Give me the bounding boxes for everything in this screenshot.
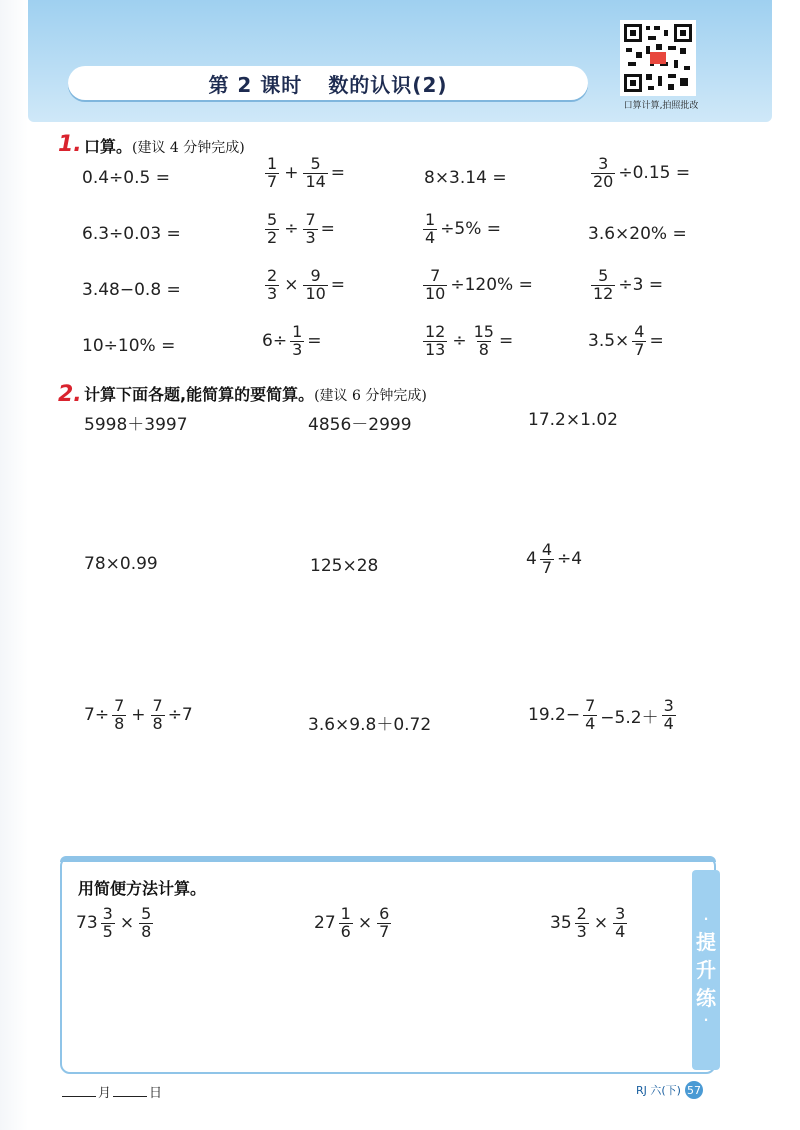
calc-item: 125×28	[310, 556, 379, 576]
qr-code-icon[interactable]	[620, 20, 696, 96]
question-2-hint: (建议 6 分钟完成)	[314, 388, 427, 404]
question-2-label: 计算下面各题,能简算的要简算。	[84, 385, 315, 404]
lesson-number: 第 2 课时	[208, 72, 303, 97]
question-1-hint: (建议 4 分钟完成)	[132, 140, 245, 156]
calc-item: 78×0.99	[84, 554, 158, 574]
page-number: 57	[685, 1081, 703, 1099]
lesson-title-bar	[68, 66, 588, 100]
page-info	[636, 1081, 703, 1099]
question-2-title	[84, 382, 427, 405]
oral-calc-item: 3.6×20% =	[588, 224, 687, 244]
oral-calc-item: 6.3÷0.03 =	[82, 224, 181, 244]
calc-item: 3.6×9.8＋0.72	[308, 715, 432, 735]
calc-item: 17.2×1.02	[528, 410, 618, 430]
oral-calc-item: 0.4÷0.5 =	[82, 168, 170, 188]
oral-calc-item: $\frac{1}{4}$ ÷5% =	[425, 210, 502, 247]
practice-side-tab: · 提 升 练 ·	[692, 870, 720, 1070]
lesson-title: 数的认识(2)	[328, 72, 448, 97]
question-1-label: 口算。	[84, 137, 133, 156]
oral-calc-item: 6÷ $\frac{1}{3}$ =	[262, 322, 322, 359]
practice-item: 27 $\frac{1}{6}$ × $\frac{6}{7}$	[314, 904, 390, 941]
oral-calc-item: $\frac{1}{7}$ + $\frac{5}{14}$ =	[267, 154, 346, 191]
practice-box-top-border	[60, 856, 716, 862]
oral-calc-item: $\frac{5}{2}$ ÷ $\frac{7}{3}$ =	[267, 210, 335, 247]
calc-item: 4 $\frac{4}{7}$ ÷4	[526, 540, 583, 577]
question-1-number: 1.	[58, 132, 82, 157]
calc-item: 19.2− $\frac{7}{4}$ −5.2＋ $\frac{3}{4}$	[528, 696, 674, 733]
oral-calc-item: $\frac{5}{12}$ ÷3 =	[593, 266, 664, 303]
calc-item: 7÷ $\frac{7}{8}$ + $\frac{7}{8}$ ÷7	[84, 696, 193, 733]
practice-item: 73 $\frac{3}{5}$ × $\frac{5}{8}$	[76, 904, 152, 941]
oral-calc-item: $\frac{2}{3}$ × $\frac{9}{10}$ =	[267, 266, 346, 303]
practice-item: 35 $\frac{2}{3}$ × $\frac{3}{4}$	[550, 904, 626, 941]
qr-caption: 口算计算,拍照批改	[623, 101, 699, 111]
oral-calc-item: 3.48−0.8 =	[82, 280, 181, 300]
oral-calc-item: 8×3.14 =	[424, 168, 507, 188]
practice-title: 用简便方法计算。	[78, 879, 207, 898]
oral-calc-item: $\frac{7}{10}$ ÷120% =	[425, 266, 533, 303]
calc-item: 5998＋3997	[84, 415, 188, 435]
oral-calc-item: 10÷10% =	[82, 336, 176, 356]
oral-calc-item: $\frac{3}{20}$ ÷0.15 =	[593, 154, 691, 191]
book-label: RJ 六(下)	[636, 1084, 681, 1097]
question-1-title	[84, 134, 245, 157]
question-2-number: 2.	[58, 382, 82, 407]
page-edge	[0, 0, 28, 1130]
date-field: 月 日	[60, 1082, 162, 1101]
oral-calc-item: $\frac{12}{13}$ ÷ $\frac{15}{8}$ =	[425, 322, 514, 359]
oral-calc-item: 3.5× $\frac{4}{7}$ =	[588, 322, 664, 359]
calc-item: 4856－2999	[308, 415, 412, 435]
